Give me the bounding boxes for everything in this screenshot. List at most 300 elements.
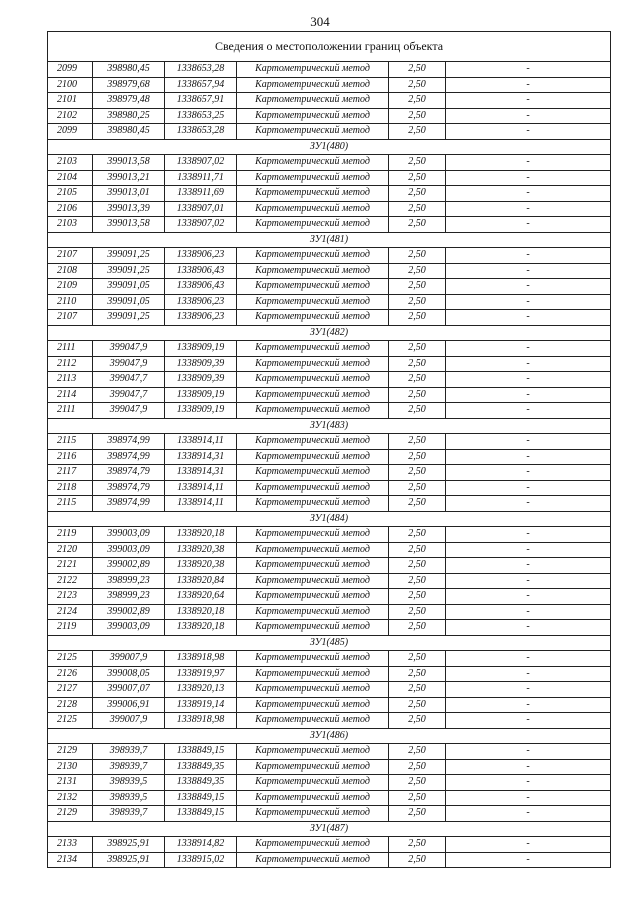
description-cell: - (446, 124, 611, 140)
description-cell: - (446, 434, 611, 450)
method-cell: Картометрический метод (237, 806, 389, 822)
y-coordinate-cell: 1338920,18 (165, 604, 237, 620)
description-cell: - (446, 217, 611, 233)
accuracy-cell: 2,50 (389, 589, 446, 605)
x-coordinate-cell: 399047,9 (93, 341, 165, 357)
method-cell: Картометрический метод (237, 77, 389, 93)
x-coordinate-cell: 399003,09 (93, 620, 165, 636)
group-label: ЗУ1(482) (48, 325, 611, 341)
description-cell: - (446, 713, 611, 729)
y-coordinate-cell: 1338920,13 (165, 682, 237, 698)
group-header-row (48, 418, 611, 434)
y-coordinate-cell: 1338906,23 (165, 248, 237, 264)
y-coordinate-cell: 1338907,01 (165, 201, 237, 217)
x-coordinate-cell: 399013,21 (93, 170, 165, 186)
group-label: ЗУ1(483) (48, 418, 611, 434)
x-coordinate-cell: 399007,07 (93, 682, 165, 698)
description-cell: - (446, 372, 611, 388)
group-header-row (48, 635, 611, 651)
point-number-cell: 2101 (48, 93, 93, 109)
accuracy-cell: 2,50 (389, 837, 446, 853)
point-number-cell: 2109 (48, 279, 93, 295)
y-coordinate-cell: 1338907,02 (165, 217, 237, 233)
description-cell: - (446, 682, 611, 698)
method-cell: Картометрический метод (237, 263, 389, 279)
table-row (48, 170, 611, 186)
point-number-cell: 2103 (48, 217, 93, 233)
description-cell: - (446, 604, 611, 620)
method-cell: Картометрический метод (237, 356, 389, 372)
method-cell: Картометрический метод (237, 775, 389, 791)
accuracy-cell: 2,50 (389, 356, 446, 372)
accuracy-cell: 2,50 (389, 697, 446, 713)
description-cell: - (446, 62, 611, 78)
point-number-cell: 2108 (48, 263, 93, 279)
method-cell: Картометрический метод (237, 589, 389, 605)
group-header-row (48, 139, 611, 155)
table-row (48, 775, 611, 791)
x-coordinate-cell: 399002,89 (93, 604, 165, 620)
y-coordinate-cell: 1338653,28 (165, 62, 237, 78)
method-cell: Картометрический метод (237, 124, 389, 140)
accuracy-cell: 2,50 (389, 651, 446, 667)
method-cell: Картометрический метод (237, 682, 389, 698)
description-cell: - (446, 542, 611, 558)
group-header-row (48, 821, 611, 837)
description-cell: - (446, 790, 611, 806)
point-number-cell: 2130 (48, 759, 93, 775)
description-cell: - (446, 403, 611, 419)
x-coordinate-cell: 399047,9 (93, 403, 165, 419)
accuracy-cell: 2,50 (389, 155, 446, 171)
method-cell: Картометрический метод (237, 744, 389, 760)
table-title: Сведения о местоположении границ объекта (48, 32, 611, 62)
group-header-row (48, 232, 611, 248)
group-label: ЗУ1(485) (48, 635, 611, 651)
y-coordinate-cell: 1338911,69 (165, 186, 237, 202)
x-coordinate-cell: 398974,99 (93, 496, 165, 512)
accuracy-cell: 2,50 (389, 170, 446, 186)
y-coordinate-cell: 1338914,11 (165, 496, 237, 512)
method-cell: Картометрический метод (237, 294, 389, 310)
y-coordinate-cell: 1338849,15 (165, 744, 237, 760)
method-cell: Картометрический метод (237, 372, 389, 388)
table-row (48, 852, 611, 868)
description-cell: - (446, 651, 611, 667)
point-number-cell: 2116 (48, 449, 93, 465)
table-row (48, 403, 611, 419)
point-number-cell: 2128 (48, 697, 93, 713)
point-number-cell: 2122 (48, 573, 93, 589)
group-header-row (48, 728, 611, 744)
method-cell: Картометрический метод (237, 713, 389, 729)
accuracy-cell: 2,50 (389, 744, 446, 760)
method-cell: Картометрический метод (237, 279, 389, 295)
point-number-cell: 2107 (48, 310, 93, 326)
x-coordinate-cell: 398980,45 (93, 62, 165, 78)
point-number-cell: 2103 (48, 155, 93, 171)
description-cell: - (446, 496, 611, 512)
x-coordinate-cell: 398939,7 (93, 806, 165, 822)
description-cell: - (446, 294, 611, 310)
description-cell: - (446, 527, 611, 543)
accuracy-cell: 2,50 (389, 573, 446, 589)
method-cell: Картометрический метод (237, 341, 389, 357)
x-coordinate-cell: 399047,7 (93, 372, 165, 388)
x-coordinate-cell: 399013,39 (93, 201, 165, 217)
y-coordinate-cell: 1338920,84 (165, 573, 237, 589)
accuracy-cell: 2,50 (389, 542, 446, 558)
table-row (48, 77, 611, 93)
accuracy-cell: 2,50 (389, 263, 446, 279)
x-coordinate-cell: 399008,05 (93, 666, 165, 682)
y-coordinate-cell: 1338920,18 (165, 527, 237, 543)
accuracy-cell: 2,50 (389, 294, 446, 310)
accuracy-cell: 2,50 (389, 93, 446, 109)
accuracy-cell: 2,50 (389, 108, 446, 124)
y-coordinate-cell: 1338914,31 (165, 449, 237, 465)
x-coordinate-cell: 399091,25 (93, 248, 165, 264)
x-coordinate-cell: 398974,79 (93, 465, 165, 481)
point-number-cell: 2104 (48, 170, 93, 186)
table-row (48, 713, 611, 729)
description-cell: - (446, 620, 611, 636)
description-cell: - (446, 806, 611, 822)
method-cell: Картометрический метод (237, 201, 389, 217)
description-cell: - (446, 744, 611, 760)
point-number-cell: 2110 (48, 294, 93, 310)
method-cell: Картометрический метод (237, 248, 389, 264)
x-coordinate-cell: 398980,25 (93, 108, 165, 124)
point-number-cell: 2125 (48, 651, 93, 667)
point-number-cell: 2117 (48, 465, 93, 481)
point-number-cell: 2119 (48, 620, 93, 636)
method-cell: Картометрический метод (237, 170, 389, 186)
table-row (48, 279, 611, 295)
table-row (48, 697, 611, 713)
table-row (48, 542, 611, 558)
description-cell: - (446, 759, 611, 775)
point-number-cell: 2111 (48, 403, 93, 419)
x-coordinate-cell: 399007,9 (93, 651, 165, 667)
x-coordinate-cell: 399091,05 (93, 279, 165, 295)
table-row (48, 341, 611, 357)
method-cell: Картометрический метод (237, 449, 389, 465)
method-cell: Картометрический метод (237, 434, 389, 450)
x-coordinate-cell: 398979,68 (93, 77, 165, 93)
x-coordinate-cell: 399047,7 (93, 387, 165, 403)
method-cell: Картометрический метод (237, 186, 389, 202)
accuracy-cell: 2,50 (389, 790, 446, 806)
description-cell: - (446, 589, 611, 605)
accuracy-cell: 2,50 (389, 201, 446, 217)
table-row (48, 62, 611, 78)
description-cell: - (446, 837, 611, 853)
description-cell: - (446, 480, 611, 496)
table-row (48, 465, 611, 481)
accuracy-cell: 2,50 (389, 217, 446, 233)
group-label: ЗУ1(486) (48, 728, 611, 744)
description-cell: - (446, 93, 611, 109)
table-row (48, 155, 611, 171)
x-coordinate-cell: 398939,7 (93, 744, 165, 760)
y-coordinate-cell: 1338906,43 (165, 263, 237, 279)
y-coordinate-cell: 1338915,02 (165, 852, 237, 868)
table-row (48, 573, 611, 589)
group-label: ЗУ1(481) (48, 232, 611, 248)
y-coordinate-cell: 1338919,97 (165, 666, 237, 682)
y-coordinate-cell: 1338906,23 (165, 294, 237, 310)
method-cell: Картометрический метод (237, 465, 389, 481)
method-cell: Картометрический метод (237, 666, 389, 682)
y-coordinate-cell: 1338914,31 (165, 465, 237, 481)
point-number-cell: 2102 (48, 108, 93, 124)
x-coordinate-cell: 399013,58 (93, 155, 165, 171)
x-coordinate-cell: 398980,45 (93, 124, 165, 140)
point-number-cell: 2125 (48, 713, 93, 729)
x-coordinate-cell: 399006,91 (93, 697, 165, 713)
method-cell: Картометрический метод (237, 527, 389, 543)
table-row (48, 186, 611, 202)
x-coordinate-cell: 399047,9 (93, 356, 165, 372)
method-cell: Картометрический метод (237, 62, 389, 78)
y-coordinate-cell: 1338849,15 (165, 806, 237, 822)
table-row (48, 589, 611, 605)
accuracy-cell: 2,50 (389, 775, 446, 791)
table-row (48, 480, 611, 496)
x-coordinate-cell: 399003,09 (93, 542, 165, 558)
method-cell: Картометрический метод (237, 310, 389, 326)
point-number-cell: 2124 (48, 604, 93, 620)
accuracy-cell: 2,50 (389, 62, 446, 78)
x-coordinate-cell: 399091,25 (93, 310, 165, 326)
table-row (48, 558, 611, 574)
y-coordinate-cell: 1338911,71 (165, 170, 237, 186)
description-cell: - (446, 775, 611, 791)
description-cell: - (446, 77, 611, 93)
description-cell: - (446, 697, 611, 713)
accuracy-cell: 2,50 (389, 480, 446, 496)
x-coordinate-cell: 398979,48 (93, 93, 165, 109)
table-row (48, 263, 611, 279)
point-number-cell: 2115 (48, 434, 93, 450)
table-row (48, 604, 611, 620)
point-number-cell: 2134 (48, 852, 93, 868)
table-row (48, 666, 611, 682)
accuracy-cell: 2,50 (389, 527, 446, 543)
y-coordinate-cell: 1338920,38 (165, 558, 237, 574)
method-cell: Картометрический метод (237, 790, 389, 806)
group-header-row (48, 325, 611, 341)
accuracy-cell: 2,50 (389, 558, 446, 574)
x-coordinate-cell: 398974,99 (93, 449, 165, 465)
table-row (48, 387, 611, 403)
table-row (48, 108, 611, 124)
x-coordinate-cell: 398974,79 (93, 480, 165, 496)
y-coordinate-cell: 1338906,23 (165, 310, 237, 326)
point-number-cell: 2099 (48, 124, 93, 140)
x-coordinate-cell: 398939,5 (93, 790, 165, 806)
point-number-cell: 2127 (48, 682, 93, 698)
description-cell: - (446, 573, 611, 589)
description-cell: - (446, 248, 611, 264)
point-number-cell: 2129 (48, 806, 93, 822)
x-coordinate-cell: 398939,5 (93, 775, 165, 791)
method-cell: Картометрический метод (237, 155, 389, 171)
point-number-cell: 2123 (48, 589, 93, 605)
point-number-cell: 2131 (48, 775, 93, 791)
accuracy-cell: 2,50 (389, 759, 446, 775)
point-number-cell: 2133 (48, 837, 93, 853)
y-coordinate-cell: 1338653,25 (165, 108, 237, 124)
method-cell: Картометрический метод (237, 480, 389, 496)
point-number-cell: 2129 (48, 744, 93, 760)
description-cell: - (446, 186, 611, 202)
description-cell: - (446, 387, 611, 403)
y-coordinate-cell: 1338909,19 (165, 341, 237, 357)
table-row (48, 434, 611, 450)
method-cell: Картометрический метод (237, 837, 389, 853)
point-number-cell: 2106 (48, 201, 93, 217)
y-coordinate-cell: 1338906,43 (165, 279, 237, 295)
description-cell: - (446, 356, 611, 372)
accuracy-cell: 2,50 (389, 465, 446, 481)
y-coordinate-cell: 1338909,39 (165, 372, 237, 388)
table-row (48, 201, 611, 217)
accuracy-cell: 2,50 (389, 434, 446, 450)
x-coordinate-cell: 398925,91 (93, 852, 165, 868)
point-number-cell: 2120 (48, 542, 93, 558)
x-coordinate-cell: 399013,01 (93, 186, 165, 202)
method-cell: Картометрический метод (237, 604, 389, 620)
point-number-cell: 2111 (48, 341, 93, 357)
description-cell: - (446, 852, 611, 868)
point-number-cell: 2115 (48, 496, 93, 512)
method-cell: Картометрический метод (237, 217, 389, 233)
table-row (48, 620, 611, 636)
method-cell: Картометрический метод (237, 697, 389, 713)
y-coordinate-cell: 1338918,98 (165, 651, 237, 667)
accuracy-cell: 2,50 (389, 403, 446, 419)
point-number-cell: 2107 (48, 248, 93, 264)
method-cell: Картометрический метод (237, 852, 389, 868)
table-row (48, 310, 611, 326)
group-label: ЗУ1(487) (48, 821, 611, 837)
table-row (48, 124, 611, 140)
point-number-cell: 2126 (48, 666, 93, 682)
table-row (48, 527, 611, 543)
table-row (48, 806, 611, 822)
description-cell: - (446, 449, 611, 465)
description-cell: - (446, 108, 611, 124)
x-coordinate-cell: 399003,09 (93, 527, 165, 543)
method-cell: Картометрический метод (237, 573, 389, 589)
x-coordinate-cell: 398999,23 (93, 573, 165, 589)
y-coordinate-cell: 1338849,35 (165, 759, 237, 775)
accuracy-cell: 2,50 (389, 124, 446, 140)
accuracy-cell: 2,50 (389, 604, 446, 620)
x-coordinate-cell: 398939,7 (93, 759, 165, 775)
description-cell: - (446, 170, 611, 186)
x-coordinate-cell: 399091,05 (93, 294, 165, 310)
description-cell: - (446, 666, 611, 682)
description-cell: - (446, 263, 611, 279)
description-cell: - (446, 201, 611, 217)
table-row (48, 356, 611, 372)
group-header-row (48, 511, 611, 527)
y-coordinate-cell: 1338914,11 (165, 434, 237, 450)
y-coordinate-cell: 1338920,64 (165, 589, 237, 605)
accuracy-cell: 2,50 (389, 852, 446, 868)
table-row (48, 372, 611, 388)
description-cell: - (446, 558, 611, 574)
method-cell: Картометрический метод (237, 542, 389, 558)
method-cell: Картометрический метод (237, 403, 389, 419)
method-cell: Картометрический метод (237, 108, 389, 124)
description-cell: - (446, 155, 611, 171)
method-cell: Картометрический метод (237, 387, 389, 403)
point-number-cell: 2105 (48, 186, 93, 202)
y-coordinate-cell: 1338849,35 (165, 775, 237, 791)
y-coordinate-cell: 1338914,11 (165, 480, 237, 496)
y-coordinate-cell: 1338919,14 (165, 697, 237, 713)
method-cell: Картометрический метод (237, 93, 389, 109)
point-number-cell: 2113 (48, 372, 93, 388)
group-label: ЗУ1(480) (48, 139, 611, 155)
point-number-cell: 2119 (48, 527, 93, 543)
table-row (48, 837, 611, 853)
description-cell: - (446, 310, 611, 326)
method-cell: Картометрический метод (237, 651, 389, 667)
x-coordinate-cell: 399002,89 (93, 558, 165, 574)
boundary-coordinates-table (47, 31, 611, 868)
y-coordinate-cell: 1338907,02 (165, 155, 237, 171)
table-row (48, 759, 611, 775)
y-coordinate-cell: 1338657,94 (165, 77, 237, 93)
description-cell: - (446, 341, 611, 357)
table-row (48, 744, 611, 760)
accuracy-cell: 2,50 (389, 248, 446, 264)
point-number-cell: 2112 (48, 356, 93, 372)
boundary-table-container (47, 31, 610, 868)
x-coordinate-cell: 398999,23 (93, 589, 165, 605)
point-number-cell: 2118 (48, 480, 93, 496)
y-coordinate-cell: 1338657,91 (165, 93, 237, 109)
accuracy-cell: 2,50 (389, 806, 446, 822)
y-coordinate-cell: 1338920,38 (165, 542, 237, 558)
description-cell: - (446, 465, 611, 481)
accuracy-cell: 2,50 (389, 713, 446, 729)
accuracy-cell: 2,50 (389, 372, 446, 388)
accuracy-cell: 2,50 (389, 279, 446, 295)
table-row (48, 217, 611, 233)
x-coordinate-cell: 398974,99 (93, 434, 165, 450)
y-coordinate-cell: 1338653,28 (165, 124, 237, 140)
x-coordinate-cell: 399091,25 (93, 263, 165, 279)
x-coordinate-cell: 399013,58 (93, 217, 165, 233)
accuracy-cell: 2,50 (389, 682, 446, 698)
method-cell: Картометрический метод (237, 759, 389, 775)
accuracy-cell: 2,50 (389, 77, 446, 93)
method-cell: Картометрический метод (237, 620, 389, 636)
x-coordinate-cell: 399007,9 (93, 713, 165, 729)
table-row (48, 248, 611, 264)
accuracy-cell: 2,50 (389, 666, 446, 682)
accuracy-cell: 2,50 (389, 310, 446, 326)
point-number-cell: 2114 (48, 387, 93, 403)
description-cell: - (446, 279, 611, 295)
point-number-cell: 2121 (48, 558, 93, 574)
